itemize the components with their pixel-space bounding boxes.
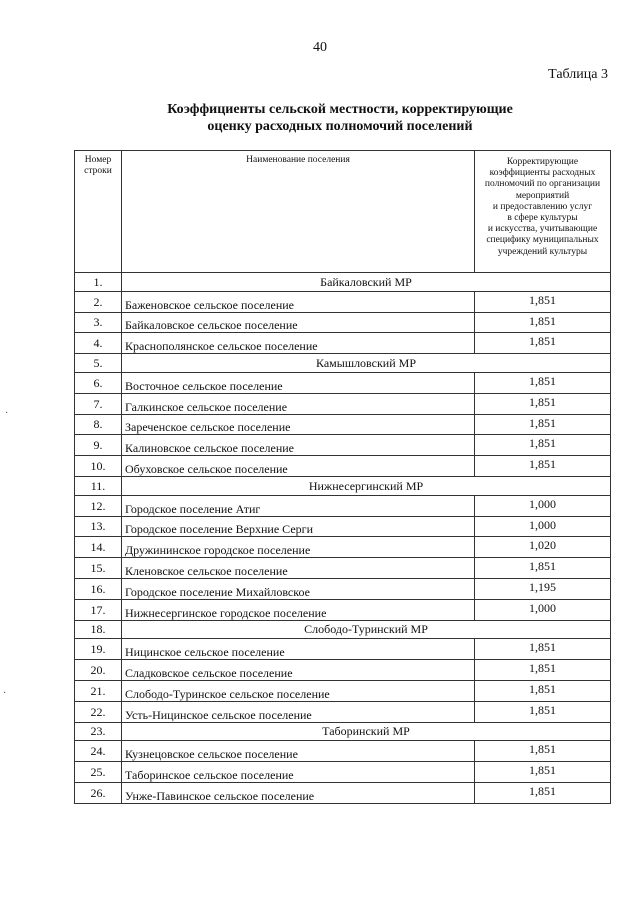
header-number-line: Номер (84, 155, 112, 165)
settlement-name: Сладковское сельское поселение (122, 660, 475, 681)
settlement-name: Городское поселение Верхние Серги (122, 516, 475, 537)
settlement-name: Калиновское сельское поселение (122, 435, 475, 456)
group-row (75, 354, 611, 373)
group-row (75, 476, 611, 495)
settlement-name: Слободо-Туринское сельское поселение (122, 680, 475, 701)
row-number: 20. (75, 660, 122, 681)
settlement-name: Городское поселение Атиг (122, 495, 475, 516)
header-coef-line: и предоставлению услуг (492, 201, 593, 212)
row-number: 11. (75, 476, 122, 495)
coefficient-value: 1,851 (475, 312, 611, 333)
district-name: Байкаловский МР (122, 273, 611, 292)
coefficient-value: 1,851 (475, 456, 611, 477)
table-row (75, 456, 611, 477)
table-row (75, 495, 611, 516)
coefficient-value: 1,851 (475, 435, 611, 456)
table-row (75, 414, 611, 435)
coefficient-value: 1,000 (475, 599, 611, 620)
coefficient-value: 1,851 (475, 762, 611, 783)
row-number: 14. (75, 537, 122, 558)
settlement-name: Дружининское городское поселение (122, 537, 475, 558)
coefficient-value: 1,851 (475, 393, 611, 414)
header-coef-line: Корректирующие (506, 157, 579, 167)
table-row (75, 599, 611, 620)
row-number: 18. (75, 620, 122, 639)
settlement-name: Нижнесергинское городское поселение (122, 599, 475, 620)
row-number: 22. (75, 701, 122, 722)
header-coef-line: мероприятий (515, 190, 570, 201)
coefficient-value: 1,851 (475, 782, 611, 803)
group-row (75, 722, 611, 741)
row-number: 17. (75, 599, 122, 620)
table-row (75, 291, 611, 312)
coefficients-table (74, 150, 611, 804)
row-number: 26. (75, 782, 122, 803)
title-line-1: Коэффициенты сельской местности, корректирующие (167, 102, 513, 117)
row-number: 12. (75, 495, 122, 516)
settlement-name: Усть-Ницинское сельское поселение (122, 701, 475, 722)
row-number: 23. (75, 722, 122, 741)
table-row (75, 393, 611, 414)
header-coef-line: и искусства, учитывающие (487, 224, 598, 235)
table-row (75, 741, 611, 762)
settlement-name: Кленовское сельское поселение (122, 558, 475, 579)
row-number: 4. (75, 333, 122, 354)
district-name: Слободо-Туринский МР (122, 620, 611, 639)
header-coef-line: специфику муниципальных (486, 235, 599, 246)
coefficient-value: 1,851 (475, 291, 611, 312)
settlement-name: Обуховское сельское поселение (122, 456, 475, 477)
district-name: Таборинский МР (122, 722, 611, 741)
coefficient-value: 1,000 (475, 516, 611, 537)
row-number: 2. (75, 291, 122, 312)
row-number: 15. (75, 558, 122, 579)
district-name: Камышловский МР (122, 354, 611, 373)
table-row (75, 701, 611, 722)
coefficient-value: 1,851 (475, 558, 611, 579)
settlement-name: Унже-Павинское сельское поселение (122, 782, 475, 803)
table-row (75, 372, 611, 393)
table-row (75, 537, 611, 558)
row-number: 19. (75, 639, 122, 660)
row-number: 10. (75, 456, 122, 477)
coefficient-value: 1,851 (475, 680, 611, 701)
table-row (75, 435, 611, 456)
row-number: 25. (75, 762, 122, 783)
group-row (75, 273, 611, 292)
settlement-name: Баженовское сельское поселение (122, 291, 475, 312)
coefficient-value: 1,851 (475, 660, 611, 681)
table-row (75, 516, 611, 537)
table-row (75, 782, 611, 803)
table-row (75, 558, 611, 579)
row-number: 1. (75, 273, 122, 292)
table-row (75, 578, 611, 599)
coefficient-value: 1,020 (475, 537, 611, 558)
page-number: 40 (313, 40, 327, 55)
settlement-name: Ницинское сельское поселение (122, 639, 475, 660)
row-number: 9. (75, 435, 122, 456)
table-title (100, 101, 580, 135)
settlement-name: Кузнецовское сельское поселение (122, 741, 475, 762)
table-row (75, 333, 611, 354)
coefficient-value: 1,851 (475, 414, 611, 435)
row-number: 16. (75, 578, 122, 599)
settlement-name: Восточное сельское поселение (122, 372, 475, 393)
title-line-2: оценку расходных полномочий поселений (207, 119, 473, 134)
row-number: 21. (75, 680, 122, 701)
coefficient-value: 1,851 (475, 639, 611, 660)
row-number: 24. (75, 741, 122, 762)
group-row (75, 620, 611, 639)
district-name: Нижнесергинский МР (122, 476, 611, 495)
settlement-name: Байкаловское сельское поселение (122, 312, 475, 333)
settlement-name: Краснополянское сельское поселение (122, 333, 475, 354)
scan-mark: · (5, 408, 9, 419)
table-row (75, 680, 611, 701)
table-row (75, 639, 611, 660)
coefficient-value: 1,851 (475, 333, 611, 354)
settlement-name: Галкинское сельское поселение (122, 393, 475, 414)
header-number-line: строки (84, 166, 112, 177)
coefficient-value: 1,195 (475, 578, 611, 599)
header-coef-line: учреждений культуры (497, 246, 588, 257)
coefficient-value: 1,851 (475, 701, 611, 722)
header-name: Наименование поселения (122, 151, 475, 273)
table-label: Таблица 3 (548, 67, 608, 82)
row-number: 6. (75, 372, 122, 393)
row-number: 3. (75, 312, 122, 333)
header-number (75, 151, 122, 273)
row-number: 13. (75, 516, 122, 537)
header-coef-line: полномочий по организации (484, 179, 601, 190)
header-coef-line: коэффициенты расходных (489, 168, 596, 179)
table-row (75, 312, 611, 333)
row-number: 8. (75, 414, 122, 435)
settlement-name: Таборинское сельское поселение (122, 762, 475, 783)
row-number: 5. (75, 354, 122, 373)
header-coefficient (475, 151, 611, 273)
coefficient-value: 1,851 (475, 741, 611, 762)
header-coef-line: в сфере культуры (507, 213, 578, 224)
settlement-name: Зареченское сельское поселение (122, 414, 475, 435)
coefficient-value: 1,851 (475, 372, 611, 393)
coefficient-value: 1,000 (475, 495, 611, 516)
table-row (75, 660, 611, 681)
settlement-name: Городское поселение Михайловское (122, 578, 475, 599)
header-row (75, 151, 611, 273)
table-row (75, 762, 611, 783)
scan-mark: · (3, 688, 7, 699)
row-number: 7. (75, 393, 122, 414)
